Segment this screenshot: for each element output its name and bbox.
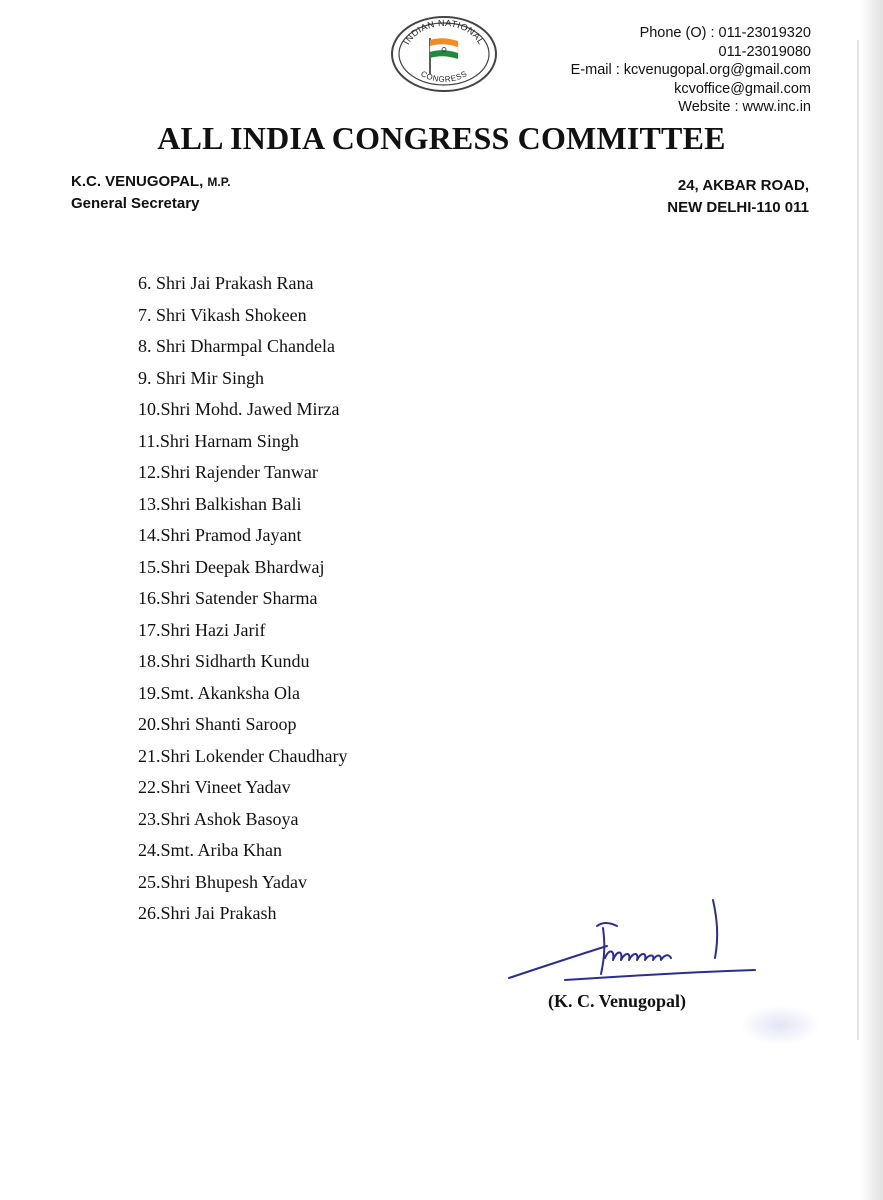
address-block <box>667 175 809 219</box>
logo-bottom-text: CONGRESS <box>419 69 469 84</box>
logo-top-text: INDIAN NATIONAL <box>401 17 487 47</box>
list-item: 9. Shri Mir Singh <box>138 367 265 388</box>
list-item: 10.Shri Mohd. Jawed Mirza <box>138 399 340 419</box>
address-line-1: 24, AKBAR ROAD, <box>677 177 809 194</box>
leader-suffix: M.P. <box>207 175 231 189</box>
list-item: 15.Shri Deepak Bhardwaj <box>138 556 325 577</box>
list-item: 23.Shri Ashok Basoya <box>138 808 299 829</box>
inc-emblem-icon <box>388 14 500 94</box>
list-item: 19.Smt. Akanksha Ola <box>138 682 300 703</box>
ink-smudge <box>740 1005 820 1045</box>
email-line-2: kcvoffice@gmail.com <box>674 80 811 97</box>
list-item: 18.Shri Sidharth Kundu <box>138 651 310 671</box>
page-edge-shadow <box>861 0 883 1200</box>
list-item: 20.Shri Shanti Saroop <box>138 714 297 734</box>
list-item: 25.Shri Bhupesh Yadav <box>138 871 308 892</box>
list-item: 16.Shri Satender Sharma <box>138 588 318 608</box>
svg-text:CONGRESS <box>419 69 469 84</box>
contact-block <box>511 24 811 117</box>
email-line-1: E-mail : kcvenugopal.org@gmail.com <box>570 62 811 79</box>
flag-icon <box>430 38 458 74</box>
list-item: 22.Shri Vineet Yadav <box>138 777 291 797</box>
list-item: 12.Shri Rajender Tanwar <box>138 462 318 482</box>
list-item: 26.Shri Jai Prakash <box>138 903 277 923</box>
names-list <box>138 268 347 930</box>
list-item: 7. Shri Vikash Shokeen <box>138 304 307 325</box>
page-fold-line <box>857 40 859 1040</box>
leader-name: K.C. VENUGOPAL, <box>71 173 204 190</box>
organization-title: ALL INDIA CONGRESS COMMITTEE <box>157 120 726 156</box>
handwritten-signature <box>505 888 775 998</box>
phone-line-1: Phone (O) : 011-23019320 <box>639 25 811 41</box>
list-item: 24.Smt. Ariba Khan <box>138 840 282 860</box>
list-item: 13.Shri Balkishan Bali <box>138 493 302 514</box>
signatory-name: (K. C. Venugopal) <box>548 991 687 1011</box>
address-line-2: NEW DELHI-110 011 <box>667 199 809 216</box>
website-line: Website : www.inc.in <box>678 99 811 116</box>
leader-designation: General Secretary <box>71 195 200 212</box>
list-item: 6. Shri Jai Prakash Rana <box>138 273 314 293</box>
leader-block <box>71 171 231 215</box>
list-item: 17.Shri Hazi Jarif <box>138 619 266 640</box>
list-item: 11.Shri Harnam Singh <box>138 430 299 451</box>
phone-line-2: 011-23019080 <box>718 43 811 60</box>
list-item: 8. Shri Dharmpal Chandela <box>138 336 335 356</box>
list-item: 14.Shri Pramod Jayant <box>138 525 302 545</box>
list-item: 21.Shri Lokender Chaudhary <box>138 745 348 766</box>
